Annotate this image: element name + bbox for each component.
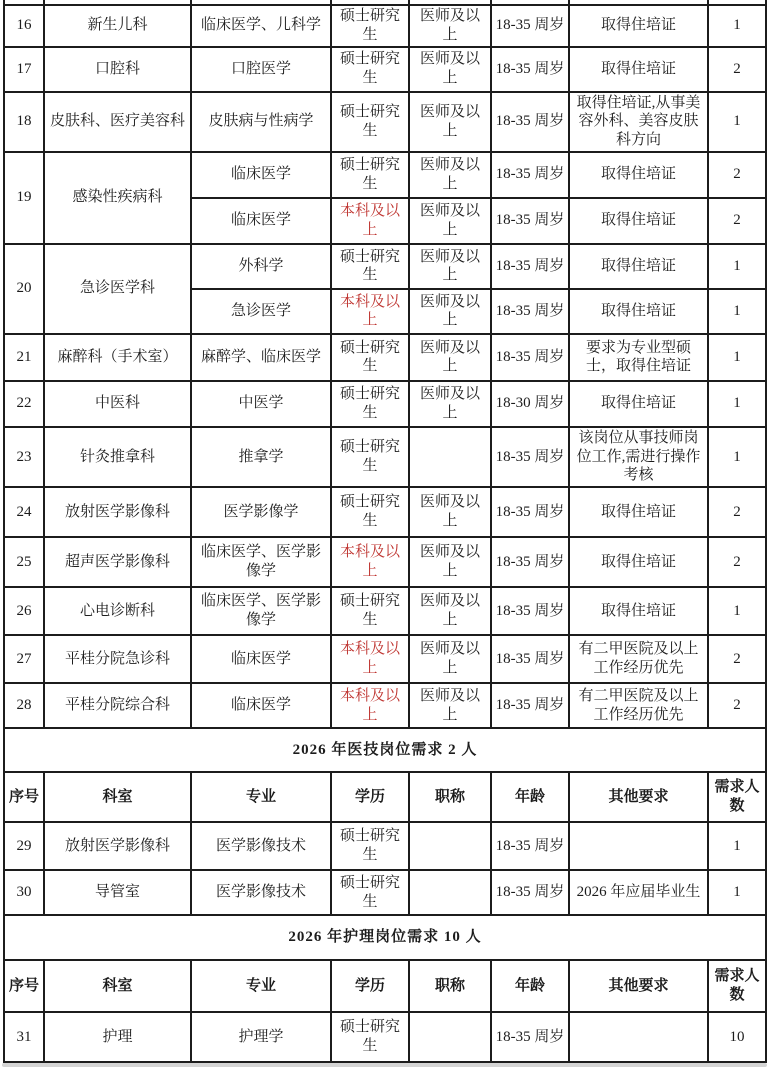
- table-cell: 本科及以上: [331, 537, 409, 587]
- table-cell: 18-35 周岁: [491, 870, 569, 915]
- table-cell: 2: [708, 537, 766, 587]
- table-cell: 临床医学: [191, 152, 331, 198]
- table-cell: 1: [708, 5, 766, 47]
- table-cell: 18-35 周岁: [491, 198, 569, 244]
- column-header: 专业: [191, 772, 331, 822]
- table-cell: 取得住培证: [569, 289, 708, 334]
- table-cell: 18-35 周岁: [491, 635, 569, 683]
- table-cell: 感染性疾病科: [44, 152, 191, 244]
- table-cell: 麻醉科（手术室）: [44, 334, 191, 381]
- table-cell: 医师及以上: [409, 198, 491, 244]
- table-cell: 临床医学: [191, 683, 331, 728]
- table-cell: 硕士研究生: [331, 822, 409, 870]
- table-cell: 10: [708, 1012, 766, 1062]
- table-cell: 23: [4, 427, 44, 487]
- table-cell: 25: [4, 537, 44, 587]
- table-cell: 18-35 周岁: [491, 427, 569, 487]
- column-header: 学历: [331, 772, 409, 822]
- table-cell: 护理学: [191, 1012, 331, 1062]
- table-cell: 硕士研究生: [331, 487, 409, 537]
- table-cell: 取得住培证: [569, 587, 708, 635]
- table-cell: 针灸推拿科: [44, 427, 191, 487]
- table-cell: 24: [4, 487, 44, 537]
- table-cell: 18-35 周岁: [491, 1012, 569, 1062]
- table-cell: 硕士研究生: [331, 427, 409, 487]
- table-cell: 超声医学影像科: [44, 537, 191, 587]
- table-row: [4, 728, 766, 772]
- table-cell: 28: [4, 683, 44, 728]
- table-cell: 取得住培证: [569, 244, 708, 289]
- table-cell: 1: [708, 289, 766, 334]
- table-cell: 17: [4, 47, 44, 92]
- table-cell: 取得住培证: [569, 198, 708, 244]
- table-cell: 取得住培证: [569, 537, 708, 587]
- table-cell: 急诊医学科: [44, 244, 191, 334]
- table-cell: 取得住培证: [569, 47, 708, 92]
- table-cell: 有二甲医院及以上工作经历优先: [569, 635, 708, 683]
- table-row: [4, 1012, 766, 1062]
- table-cell: 18-35 周岁: [491, 244, 569, 289]
- table-cell: 放射医学影像科: [44, 822, 191, 870]
- table-cell: 医师及以上: [409, 587, 491, 635]
- page-bottom-shadow: [2, 1063, 767, 1067]
- table-cell: 硕士研究生: [331, 244, 409, 289]
- column-header: 科室: [44, 960, 191, 1012]
- table-cell: 临床医学、儿科学: [191, 5, 331, 47]
- table-row: [4, 772, 766, 822]
- table-row: [4, 587, 766, 635]
- recruitment-table: [3, 0, 767, 1063]
- table-cell: 要求为专业型硕士，取得住培证: [569, 334, 708, 381]
- table-cell: 临床医学: [191, 198, 331, 244]
- column-header: 其他要求: [569, 960, 708, 1012]
- table-cell: 医师及以上: [409, 244, 491, 289]
- table-cell: 口腔医学: [191, 47, 331, 92]
- table-cell: 本科及以上: [331, 683, 409, 728]
- table-cell: 2: [708, 635, 766, 683]
- table-cell: 2: [708, 487, 766, 537]
- table-cell: 1: [708, 334, 766, 381]
- table-cell: 取得住培证,从事美容外科、美容皮肤科方向: [569, 92, 708, 152]
- table-cell: 硕士研究生: [331, 152, 409, 198]
- table-cell: 医师及以上: [409, 92, 491, 152]
- table-cell: 导管室: [44, 870, 191, 915]
- column-header: 序号: [4, 772, 44, 822]
- table-cell: 硕士研究生: [331, 92, 409, 152]
- table-cell: 2: [708, 47, 766, 92]
- column-header: 需求人数: [708, 772, 766, 822]
- table-row: [4, 487, 766, 537]
- table-cell: 18-35 周岁: [491, 334, 569, 381]
- table-row: [4, 635, 766, 683]
- table-row: [4, 47, 766, 92]
- table-row: [4, 870, 766, 915]
- table-row: [4, 5, 766, 47]
- table-row: [4, 381, 766, 427]
- column-header: 其他要求: [569, 772, 708, 822]
- table-cell: 18-30 周岁: [491, 381, 569, 427]
- table-cell: 20: [4, 244, 44, 334]
- table-cell: 皮肤病与性病学: [191, 92, 331, 152]
- column-header: 学历: [331, 960, 409, 1012]
- table-cell: 30: [4, 870, 44, 915]
- column-header: 年龄: [491, 960, 569, 1012]
- table-cell: 医师及以上: [409, 683, 491, 728]
- table-cell: 1: [708, 427, 766, 487]
- table-row: [4, 244, 766, 289]
- table-cell: 硕士研究生: [331, 870, 409, 915]
- column-header: 职称: [409, 960, 491, 1012]
- table-cell: 医学影像技术: [191, 822, 331, 870]
- table-cell: 护理: [44, 1012, 191, 1062]
- table-cell: 18-35 周岁: [491, 5, 569, 47]
- table-cell: 取得住培证: [569, 381, 708, 427]
- table-cell: 该岗位从事技师岗位工作,需进行操作考核: [569, 427, 708, 487]
- table-cell: 医师及以上: [409, 334, 491, 381]
- table-cell: 2: [708, 152, 766, 198]
- table-cell: 临床医学、医学影像学: [191, 587, 331, 635]
- table-cell: 18-35 周岁: [491, 152, 569, 198]
- table-cell: 取得住培证: [569, 5, 708, 47]
- table-cell: 麻醉学、临床医学: [191, 334, 331, 381]
- table-cell: 1: [708, 587, 766, 635]
- section-title: 2026 年医技岗位需求 2 人: [4, 728, 766, 772]
- table-cell: 18-35 周岁: [491, 47, 569, 92]
- table-cell: 医师及以上: [409, 47, 491, 92]
- table-cell: 2026 年应届毕业生: [569, 870, 708, 915]
- table-cell: 医师及以上: [409, 635, 491, 683]
- table-cell: 平桂分院综合科: [44, 683, 191, 728]
- table-cell: 18-35 周岁: [491, 92, 569, 152]
- table-cell: 有二甲医院及以上工作经历优先: [569, 683, 708, 728]
- table-cell: 18-35 周岁: [491, 587, 569, 635]
- table-cell: 31: [4, 1012, 44, 1062]
- table-cell: 医师及以上: [409, 152, 491, 198]
- table-cell: 21: [4, 334, 44, 381]
- column-header: 职称: [409, 772, 491, 822]
- table-cell: 急诊医学: [191, 289, 331, 334]
- column-header: 专业: [191, 960, 331, 1012]
- table-cell: 2: [708, 198, 766, 244]
- table-cell: 取得住培证: [569, 487, 708, 537]
- table-cell: 18-35 周岁: [491, 537, 569, 587]
- table-cell: 22: [4, 381, 44, 427]
- table-cell: 放射医学影像科: [44, 487, 191, 537]
- table-cell: 1: [708, 822, 766, 870]
- table-cell: 18-35 周岁: [491, 822, 569, 870]
- table-cell: [569, 822, 708, 870]
- table-cell: 外科学: [191, 244, 331, 289]
- table-cell: 1: [708, 870, 766, 915]
- table-cell: 医师及以上: [409, 487, 491, 537]
- table-cell: 平桂分院急诊科: [44, 635, 191, 683]
- table-cell: 中医学: [191, 381, 331, 427]
- table-cell: 26: [4, 587, 44, 635]
- table-cell: 临床医学、医学影像学: [191, 537, 331, 587]
- table-cell: 临床医学: [191, 635, 331, 683]
- table-cell: 29: [4, 822, 44, 870]
- table-cell: 19: [4, 152, 44, 244]
- table-cell: 硕士研究生: [331, 1012, 409, 1062]
- section-title: 2026 年护理岗位需求 10 人: [4, 915, 766, 960]
- table-cell: 1: [708, 381, 766, 427]
- table-cell: 18-35 周岁: [491, 487, 569, 537]
- table-row: [4, 427, 766, 487]
- table-cell: 医师及以上: [409, 5, 491, 47]
- column-header: 序号: [4, 960, 44, 1012]
- table-cell: 16: [4, 5, 44, 47]
- table-cell: 医师及以上: [409, 537, 491, 587]
- table-cell: [409, 427, 491, 487]
- table-row: [4, 822, 766, 870]
- table-cell: 1: [708, 244, 766, 289]
- column-header: 需求人数: [708, 960, 766, 1012]
- table-cell: 中医科: [44, 381, 191, 427]
- table-cell: 口腔科: [44, 47, 191, 92]
- table-cell: 推拿学: [191, 427, 331, 487]
- column-header: 年龄: [491, 772, 569, 822]
- table-cell: 新生儿科: [44, 5, 191, 47]
- table-cell: 医学影像学: [191, 487, 331, 537]
- table-cell: 本科及以上: [331, 198, 409, 244]
- table-cell: 本科及以上: [331, 289, 409, 334]
- table-cell: 医师及以上: [409, 289, 491, 334]
- table-cell: 18: [4, 92, 44, 152]
- table-cell: 医师及以上: [409, 381, 491, 427]
- table-cell: [409, 870, 491, 915]
- table-body: [4, 0, 766, 1062]
- table-cell: 取得住培证: [569, 152, 708, 198]
- table-cell: 医学影像技术: [191, 870, 331, 915]
- table-cell: 1: [708, 92, 766, 152]
- table-row: [4, 683, 766, 728]
- table-cell: 硕士研究生: [331, 5, 409, 47]
- table-row: [4, 960, 766, 1012]
- table-cell: 硕士研究生: [331, 381, 409, 427]
- table-row: [4, 334, 766, 381]
- table-cell: 硕士研究生: [331, 334, 409, 381]
- column-header: 科室: [44, 772, 191, 822]
- table-row: [4, 537, 766, 587]
- table-row: [4, 152, 766, 198]
- table-cell: 硕士研究生: [331, 587, 409, 635]
- table-cell: 18-35 周岁: [491, 289, 569, 334]
- table-row: [4, 92, 766, 152]
- table-cell: 硕士研究生: [331, 47, 409, 92]
- table-cell: [409, 822, 491, 870]
- table-cell: 本科及以上: [331, 635, 409, 683]
- table-row: [4, 915, 766, 960]
- table-cell: 2: [708, 683, 766, 728]
- table-cell: 27: [4, 635, 44, 683]
- table-cell: 心电诊断科: [44, 587, 191, 635]
- table-cell: 18-35 周岁: [491, 683, 569, 728]
- table-cell: [569, 1012, 708, 1062]
- table-cell: [409, 1012, 491, 1062]
- table-cell: 皮肤科、医疗美容科: [44, 92, 191, 152]
